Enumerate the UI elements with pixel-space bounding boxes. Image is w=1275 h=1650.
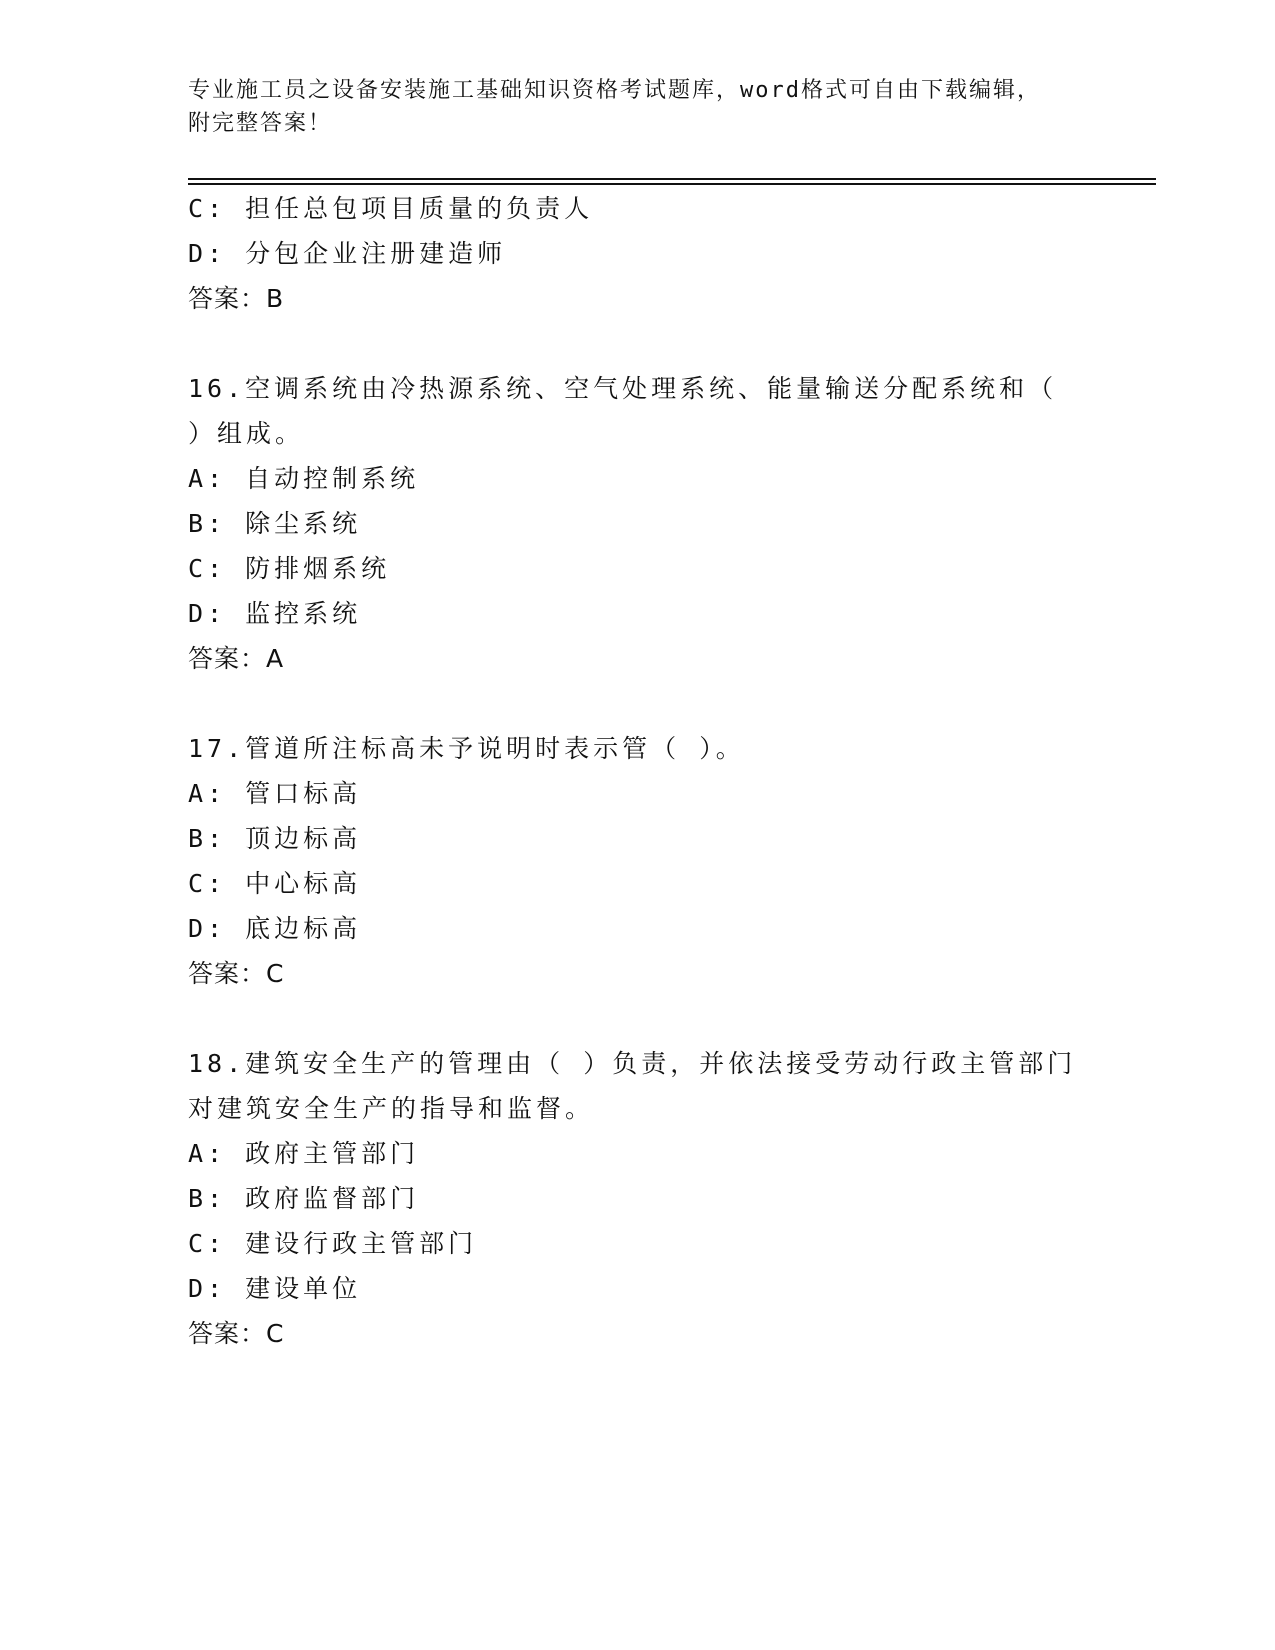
- q18-option-a: A: 政府主管部门: [188, 1139, 420, 1168]
- q17-answer: 答案：C: [188, 959, 285, 988]
- q16-option-a: A: 自动控制系统: [188, 464, 420, 493]
- q15-option-d: D: 分包企业注册建造师: [188, 239, 507, 268]
- header-line-1: 专业施工员之设备安装施工基础知识资格考试题库，word格式可自由下载编辑，: [188, 78, 1041, 103]
- q17-option-c: C: 中心标高: [188, 869, 362, 898]
- q16-stem-line-2: ）组成。: [188, 419, 305, 448]
- q16-answer: 答案：A: [188, 644, 285, 673]
- q16-stem-line-1: 16.空调系统由冷热源系统、空气处理系统、能量输送分配系统和（: [188, 374, 1058, 403]
- header-divider-bottom: [188, 183, 1156, 185]
- q18-stem-line-2: 对建筑安全生产的指导和监督。: [188, 1094, 595, 1123]
- q18-stem-line-1: 18.建筑安全生产的管理由（ ）负责，并依法接受劳动行政主管部门: [188, 1049, 1077, 1078]
- q18-option-b: B: 政府监督部门: [188, 1184, 420, 1213]
- q16-option-c: C: 防排烟系统: [188, 554, 391, 583]
- q17-option-b: B: 顶边标高: [188, 824, 362, 853]
- q18-option-c: C: 建设行政主管部门: [188, 1229, 478, 1258]
- q16-option-d: D: 监控系统: [188, 599, 362, 628]
- q18-answer: 答案：C: [188, 1319, 285, 1348]
- q15-option-c: C: 担任总包项目质量的负责人: [188, 194, 594, 223]
- q17-stem-line-1: 17.管道所注标高未予说明时表示管（ ）。: [188, 734, 745, 763]
- header-line-2: 附完整答案！: [188, 111, 333, 136]
- header-divider-top: [188, 178, 1156, 180]
- q16-option-b: B: 除尘系统: [188, 509, 362, 538]
- q15-answer: 答案：B: [188, 284, 285, 313]
- q17-option-d: D: 底边标高: [188, 914, 362, 943]
- q17-option-a: A: 管口标高: [188, 779, 362, 808]
- q18-option-d: D: 建设单位: [188, 1274, 362, 1303]
- document-header: [188, 74, 1088, 140]
